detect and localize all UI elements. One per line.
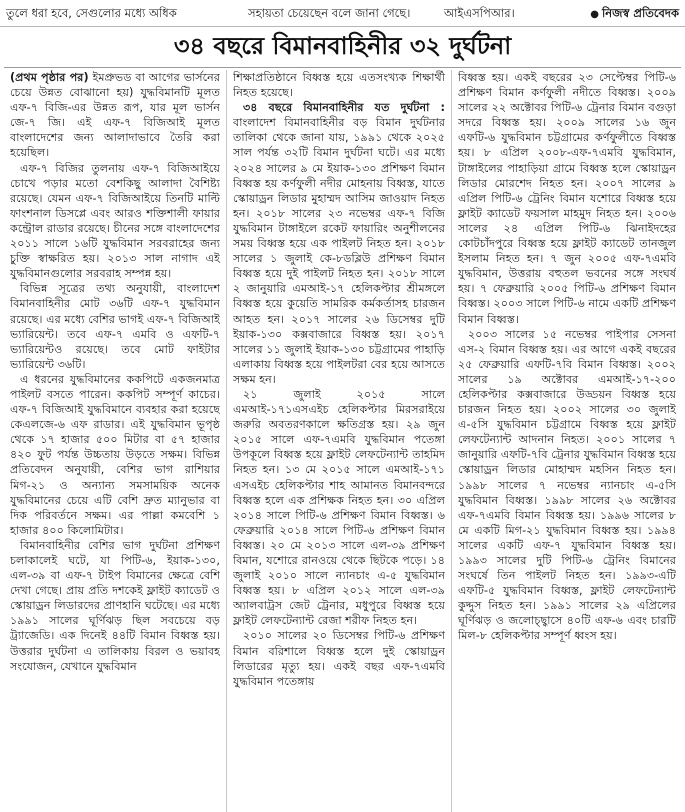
paragraph: বিমানবাহিনীর বেশির ভাগ দুর্ঘটনা প্রশিক্ষণ চলাকালেই ঘটে, যা পিটি-৬, ইয়াক-১৩০, এল-৩৯ বা এফ-৭ টাইপ বিমানের ক্ষেত্রে বেশি দেখা গেছে। প্রায় প্রতি দশকেই ফ্লাইট ক্যাডেট ও স্কোয়াড্রন লিডারদের প্রাণহানি ঘটেছে। এর মধ্যে ১৯৯১ সালের ঘূর্ণিঝড় ছিল সবচেয়ে বড় ট্র্যাজেডি। এক দিনেই ৪৪টি বিমান বিধ্বস্ত হয়। উত্তরার দুর্ঘটনা এ তালিকায় বিরল ও ভয়াবহ সংযোজন, যেখানে যুদ্ধবিমান <box>10 538 220 673</box>
article-column-1 <box>10 70 220 812</box>
paragraph <box>10 70 220 161</box>
paragraph: বিভিন্ন সূত্রের তথ্য অনুযায়ী, বাংলাদেশ বিমানবাহিনীর মোট ৩৬টি এফ-৭ যুদ্ধবিমান রয়েছে। এর মধ্যে বেশির ভাগই এফ-৭ বিজিআই ভ্যারিয়েন্ট। তবে এফ-৭ এমবি ও এফটি-৭ ভ্যারিয়েন্টও রয়েছে। তবে মোট ফাইটার ভ্যারিয়েন্ট ৩৬টি। <box>10 282 220 371</box>
subheading: ৩৪ বছরে বিমানবাহিনীর যত দুর্ঘটনা : <box>243 101 445 115</box>
byline: ● নিজস্ব প্রতিবেদক <box>590 6 679 22</box>
paragraph: বিধ্বস্ত হয়। একই বছরের ২৩ সেপ্টেম্বর পিটি-৬ প্রশিক্ষণ বিমান কর্ণফুলী নদীতে বিধ্বস্ত। ২০০৯ সালের ২২ অক্টোবর পিটি-৬ ট্রেনার বিমান বগুড়া সদরে বিধ্বস্ত হয়। ২০০৯ সালের ১৬ জুন এফটি-৬ যুদ্ধবিমান চট্টগ্রামের কর্ণফুলীতে বিধ্বস্ত হয়। ৮ এপ্রিল ২০০৮-এফ-৭এমবি যুদ্ধবিমান, টাঙ্গাইলের পাহাড়িয়া গ্রামে বিধ্বস্ত হলে স্কোয়াড্রন লিডার মোরশেদ নিহত হন। ২০০৭ সালের ৯ এপ্রিল পিটি-৬ ট্রেনিং বিমান যশোরে বিধ্বস্ত হয়ে ফ্লাইট ক্যাডেট ফয়সাল মাহমুদ নিহত হন। ২০০৬ সালের ২৪ এপ্রিল পিটি-৬ ঝিনাইদহের কোটচাঁদপুরে বিধ্বস্ত হয়ে ফ্লাইট ক্যাডেট তানজুল ইসলাম নিহত হন। ৭ জুন ২০০৫ এফ-৭এমবি যুদ্ধবিমান, উত্তরায় বহুতল ভবনের সঙ্গে সংঘর্ষ হয়। ৭ ফেব্রুয়ারি ২০০৫ পিটি-৬ প্রশিক্ষণ বিমান বিধ্বস্ত। ২০০৩ সালে পিটি-৬ নামে একটি প্রশিক্ষণ বিমান বিধ্বস্ত। <box>458 71 676 326</box>
paragraph: ২১ জুলাই ২০১৫ সালে এমআই-১৭১এসএইচ হেলিকপ্টার মিরসরাইয়ে জরুরি অবতরণকালে ক্ষতিগ্রস্ত হয়। ২৯ জুন ২০১৫ সালে এফ-৭এমবি যুদ্ধবিমান পতেঙ্গা উপকূলে বিধ্বস্ত হয়ে ফ্লাইট লেফটেন্যান্ট তাহমিদ নিহত হন। ১৩ মে ২০১৫ সালে এমআই-১৭১ এসএইচ হেলিকপ্টার শাহ আমানত বিমানবন্দরে বিধ্বস্ত হলে এক প্রশিক্ষক নিহত হন। ৩০ এপ্রিল ২০১৪ সালে পিটি-৬ প্রশিক্ষণ বিমান বিধ্বস্ত। ৬ ফেব্রুয়ারি ২০১৪ সালে পিটি-৬ প্রশিক্ষণ বিমান বিধ্বস্ত। ২০ মে ২০১৩ সালে এল-৩৯ প্রশিক্ষণ বিমান, যশোরে রানওয়ে থেকে ছিটকে পড়ে। ১৪ জুলাই ২০১০ সালে ন্যানচাং এ-৫ যুদ্ধবিমান বিধ্বস্ত হয়। ৮ এপ্রিল ২০১২ সালে এল-৩৯ অ্যালবাট্রস জেট ট্রেনার, মধুপুরে বিধ্বস্ত হয়ে ফ্লাইট লেফটেন্যান্ট রেজা শরীফ নিহত হন। <box>233 387 445 628</box>
continued-marker: (প্রথম পৃষ্ঠার পর) <box>10 71 89 84</box>
paragraph: শিক্ষাপ্রতিষ্ঠানে বিধ্বস্ত হয়ে এতসংখ্যক শিক্ষার্থী নিহত হয়েছে। <box>233 71 445 100</box>
paragraph <box>233 100 445 387</box>
previous-story-fragment-middle: সহায়তা চেয়েছেন বলে জানা গেছে। <box>248 6 411 20</box>
paragraph: এ ধরনের যুদ্ধবিমানের ককপিটে একজনমাত্র পাইলট বসতে পারেন। ককপিট সম্পূর্ণ কাচের। এফ-৭ বিজিআই যুদ্ধবিমানে ব্যবহার করা হয়েছে কেএলজে-৬ এফ রাডার। এই যুদ্ধবিমান ভূপৃষ্ঠ থেকে ১৭ হাজার ৫০০ মিটার বা ৫৭ হাজার ৪২০ ফুট পর্যন্ত উচ্চতায় উড়তে সক্ষম। বিভিন্ন প্রতিবেদন অনুযায়ী, বেশির ভাগ রাশিয়ার মিগ-২১ ও অন্যান্য সমসাময়িক অনেক যুদ্ধবিমানের চেয়ে এটি বেশি দ্রুত ম্যানুভার বা দিক পরিবর্তনে সক্ষম। এর পাল্লা কমবেশি ১ হাজার ৪০০ কিলোমিটার। <box>10 372 220 537</box>
column-divider <box>451 70 452 812</box>
previous-story-fragment: তুলে ধরা হবে, সেগুলোর মধ্যে অধিক <box>6 6 177 20</box>
top-strip <box>0 0 685 27</box>
article-column-3 <box>458 70 676 812</box>
paragraph: এফ-৭ বিজির তুলনায় এফ-৭ বিজিআইয়ে চোখে পড়ার মতো বেশকিছু আলাদা বৈশিষ্ট্য রয়েছে। যেমন এফ-৭ বিজিআইয়ে তিনটি মাল্টি ফাংশনাল ডিসপ্লে এবং আরও শক্তিশালী ফায়ার কন্ট্রোল রাডার রয়েছে। চীনের সঙ্গে বাংলাদেশের ২০১১ সালে ১৬টি যুদ্ধবিমান সরবরাহের জন্য চুক্তি স্বাক্ষরিত হয়। ২০১৩ সাল নাগাদ এই যুদ্ধবিমানগুলোর সরবরাহ সম্পন্ন হয়। <box>10 161 220 281</box>
previous-story-fragment-right: আইএসপিআর। <box>444 6 515 20</box>
article-column-2 <box>233 70 445 812</box>
paragraph: ২০০৩ সালের ১৫ নভেম্বর পাইপার সেসনা এস-২ বিমান বিধ্বস্ত হয়। এর আগে একই বছরের ২৫ ফেব্রুয়ারি এফটি-৭বি বিমান বিধ্বস্ত। ২০০২ সালের ১৯ অক্টোবর এমআই-১৭-২০০ হেলিকপ্টার কক্সবাজারে উড্ডয়ন বিধ্বস্ত হয়ে চারজন নিহত হয়। ২০০২ সালের ৩০ জুলাই এ-৫সি যুদ্ধবিমান চট্টগ্রামে বিধ্বস্ত হয়ে ফ্লাইট লেফটেন্যান্ট আদনান নিহত। ২০০১ সালের ৭ জানুয়ারি এফটি-৭বি ট্রেনার যুদ্ধবিমান বিধ্বস্ত হয়ে স্কোয়াড্রন লিডার মোহাম্মদ মহসিন নিহত হন। ১৯৯৮ সালের ৭ নভেম্বর ন্যানচাং এ-৫সি যুদ্ধবিমান বিধ্বস্ত। ১৯৯৮ সালের ২৬ অক্টোবর এফ-৭এমবি বিমান বিধ্বস্ত হয়। ১৯৯৬ সালের ৮ মে একটি মিগ-২১ যুদ্ধবিমান বিধ্বস্ত হয়। ১৯৯৪ সালের একটি এফ-৭ যুদ্ধবিমান বিধ্বস্ত হয়। ১৯৯৩ সালের দুটি পিটি-৬ ট্রেনিং বিমানের সংঘর্ষে তিন পাইলট নিহত হন। ১৯৯৩-এটি এফটি-৫ যুদ্ধবিমান বিধ্বস্ত, ফ্লাইট লেফটেন্যান্ট কুদ্দুস নিহত হন। ১৯৯১ সালের ২৯ এপ্রিলের ঘূর্ণিঝড় ও জলোচ্ছ্বাসে ৪০টি এফ-৬ এবং চারটি মিল-৮ হেলিকপ্টার সম্পূর্ণ ধ্বংস হয়। <box>458 327 676 643</box>
paragraph: ২০১০ সালের ২০ ডিসেম্বর পিটি-৬ প্রশিক্ষণ বিমান বরিশালে বিধ্বস্ত হলে দুই স্কোয়াড্রন লিডারের মৃত্যু হয়। একই বছর এফ-৭এমবি যুদ্ধবিমান পতেঙ্গায় <box>233 629 445 688</box>
headline-rule <box>4 67 681 68</box>
column-divider <box>226 70 227 812</box>
paragraph-text: বাংলাদেশ বিমানবাহিনীর বড় বিমান দুর্ঘটনার তালিকা থেকে জানা যায়, ১৯৯১ থেকে ২০২৫ সাল পর্যন্ত ৩২টি বিমান দুর্ঘটনা ঘটে। এর মধ্যে ২০২৪ সালের ৯ মে ইয়াক-১৩০ প্রশিক্ষণ বিমান বিধ্বস্ত হয় কর্ণফুলী নদীর মোহনায় বিধ্বস্ত, যাতে স্কোয়াড্রন লিডার মুহাম্মদ আসিম জাওয়াদ নিহত হন। ২০১৮ সালের ২৩ নভেম্বর এফ-৭ বিজি যুদ্ধবিমান টাঙ্গাইলে রকেট ফায়ারিং অনুশীলনের সময় বিধ্বস্ত হয়ে এক পাইলট নিহত হন। ২০১৮ সালের ১ জুলাই কে-৮ডব্লিউ প্রশিক্ষণ বিমান বিধ্বস্ত হয়ে দুই পাইলট নিহত হন। ২০১৮ সালে ২ জানুয়ারি এমআই-১৭ হেলিকপ্টার শ্রীমঙ্গলে বিধ্বস্ত হয়ে কুয়েতি সামরিক কর্মকর্তাসহ চারজন আহত হন। ২০১৭ সালের ২৬ ডিসেম্বর দুটি ইয়াক-১৩০ কক্সবাজারে বিধ্বস্ত হয়। ২০১৭ সালের ১১ জুলাই ইয়াক-১৩০ চট্টগ্রামের পাহাড়ি এলাকায় বিধ্বস্ত হয়ে পাইলটরা বের হয়ে আসতে সক্ষম হন। <box>233 116 445 386</box>
headline: ৩৪ বছরে বিমানবাহিনীর ৩২ দুর্ঘটনা <box>173 31 512 60</box>
paragraph-text: ইমপ্রুভড বা আগের ভার্সনের চেয়ে উন্নত বোঝানো হয়) যুদ্ধবিমানটি মূলত এফ-৭ বিজি-এর উন্নত রূপ, যার মূল ভার্সন জে-৭ জি। এই এফ-৭ বিজিআই মূলত বাংলাদেশের জন্য আলাদাভাবে তৈরি করা হয়েছিল। <box>10 71 220 160</box>
